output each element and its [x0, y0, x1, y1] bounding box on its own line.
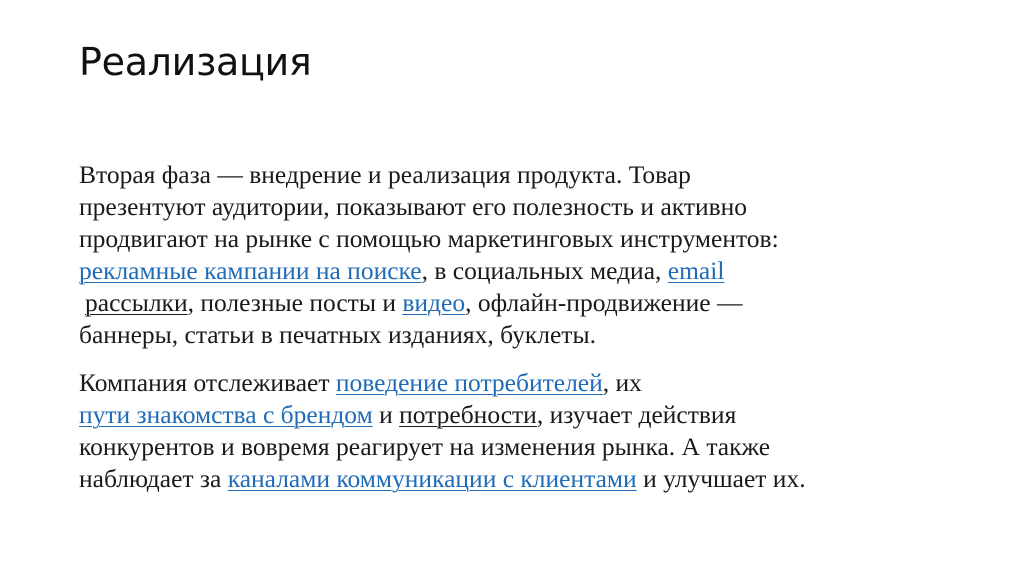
link-video[interactable]: видео — [402, 288, 466, 317]
paragraph-line: презентуют аудитории, показывают его полезность и активно — [79, 192, 748, 221]
link-brand-journey[interactable]: пути знакомства с брендом — [79, 400, 373, 429]
link-text: рассылки — [85, 288, 188, 317]
link-needs[interactable]: потребности — [399, 400, 537, 429]
paragraph-line: баннеры, статьи в печатных изданиях, буклеты. — [79, 320, 596, 349]
link-search-ad-campaigns[interactable]: рекламные кампании на поиске — [79, 256, 422, 285]
text-segment: Компания отслеживает — [79, 368, 336, 397]
paragraph-line — [79, 463, 959, 495]
paragraph-line — [79, 255, 959, 287]
paragraph-company-monitoring — [79, 367, 959, 495]
paragraph-implementation-phase — [79, 159, 959, 351]
text-segment: , изучает действия — [536, 400, 737, 429]
paragraph-line: продвигают на рынке с помощью маркетинговых инструментов: — [79, 224, 779, 253]
text-segment: и — [372, 400, 400, 429]
link-email-newsletters-part2[interactable] — [79, 288, 188, 317]
text-segment: , полезные посты и — [187, 288, 403, 317]
slide-body — [79, 159, 959, 495]
link-consumer-behavior[interactable]: поведение потребителей — [335, 368, 603, 397]
paragraph-line — [79, 287, 959, 319]
text-segment: и улучшает их. — [636, 464, 806, 493]
slide-title: Реализация — [79, 40, 312, 84]
paragraph-line — [79, 399, 959, 431]
text-segment: , в социальных медиа, — [421, 256, 668, 285]
paragraph-line: Вторая фаза — внедрение и реализация продукта. Товар — [79, 160, 691, 189]
text-segment: , их — [602, 368, 642, 397]
link-communication-channels[interactable]: каналами коммуникации с клиентами — [227, 464, 637, 493]
paragraph-line — [79, 367, 959, 399]
text-segment: , офлайн-продвижение — — [465, 288, 743, 317]
paragraph-line: конкурентов и вовремя реагирует на изменения рынка. А также — [79, 432, 771, 461]
text-segment: наблюдает за — [79, 464, 228, 493]
link-email-newsletters-part1[interactable]: email — [667, 256, 725, 285]
